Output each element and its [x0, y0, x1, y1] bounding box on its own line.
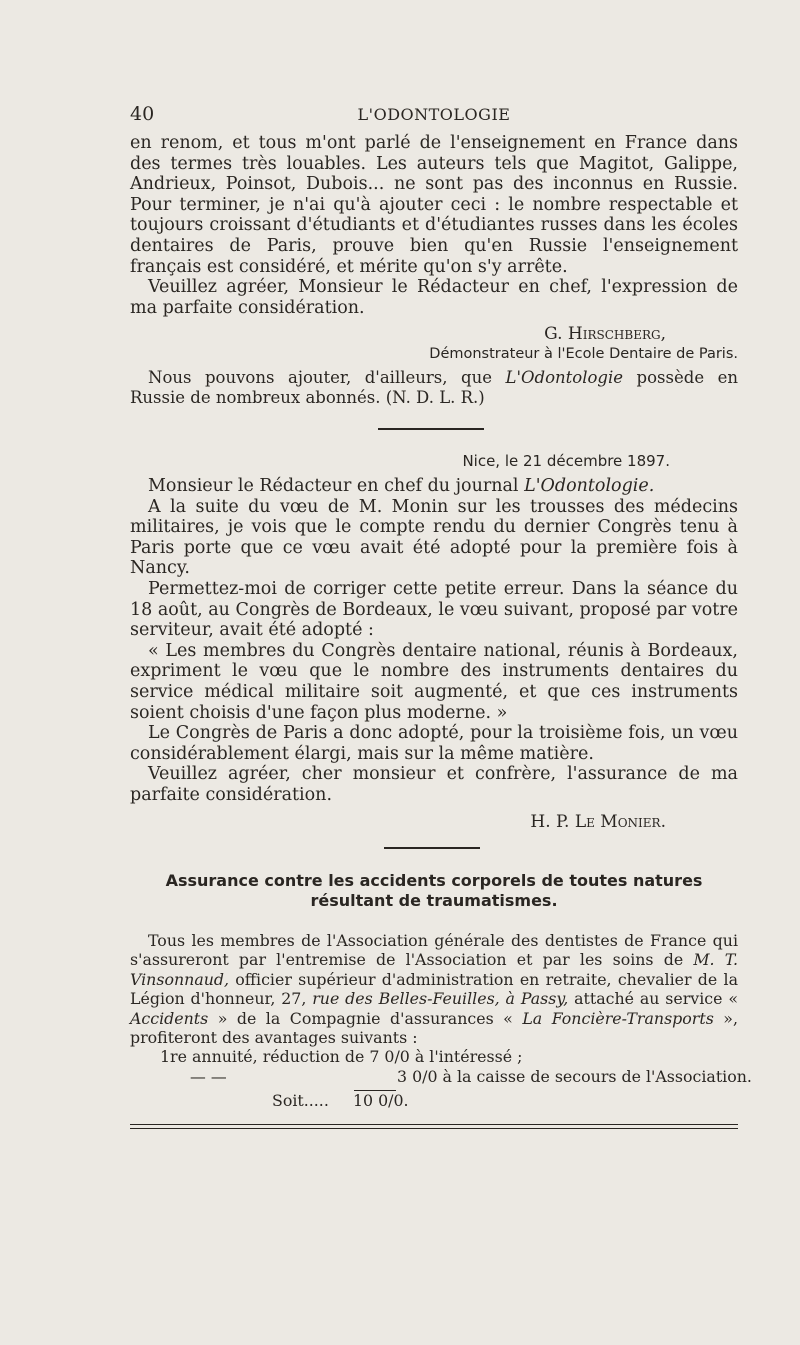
letter2-quote: « Les membres du Congrès dentaire national, réunis à Bordeaux, expriment le vœu que le nombre des instruments dentaires du service médical militaire soit augmenté, et que ces instruments soient choisis d'une façon plus moderne. » — [130, 640, 738, 723]
notice-title: Assurance contre les accidents corporels de toutes natures résultant de traumatismes. — [165, 871, 703, 910]
notice-body: Tous les membres de l'Association générale des dentistes de France qui s'assureront par l'entremise de l'Association et par les soins de M. T. Vinsonnaud, officier supérieur d'administration en retraite, chevalier de la Légion d'honneur, 27, rue des Belles-Feuilles, à Passy, attaché au service « Accidents » de la Compagnie d'assurances « La Foncière-Transports », profiteront des avantages suivants : — [130, 931, 738, 1048]
letter2-date: Nice, le 21 décembre 1897. — [462, 452, 670, 470]
letter1-paragraph-1: en renom, et tous m'ont parlé de l'enseignement en France dans des termes très louables. Les auteurs tels que Magitot, Galippe, Andrieux, Poinsot, Dubois... ne sont pas des inconnus en Russie. Pour terminer, je n'ai qu'à ajouter ceci : le nombre respectable et toujours croissant d'étudiants et d'étudiantes russes dans les écoles dentaires de Paris, prouve bien qu'en Russie l'enseignement français est considéré, et mérite qu'on s'y arrête. — [130, 133, 738, 277]
total-rule — [354, 1090, 396, 1091]
footer-rule-bottom — [130, 1128, 738, 1129]
letter2-salutation: Monsieur le Rédacteur en chef du journal L'Odontologie. — [148, 476, 655, 496]
letter-le-monier — [130, 452, 738, 832]
letter2-paragraph-4: Le Congrès de Paris a donc adopté, pour la troisième fois, un vœu considérablement élargi, mais sur la même matière. — [130, 723, 738, 764]
page-header — [130, 103, 738, 127]
letter2-paragraph-2: Permettez-moi de corriger cette petite erreur. Dans la séance du 18 août, au Congrès de Bordeaux, le vœu suivant, proposé par votre serviteur, avait été adopté : — [130, 578, 738, 641]
letter1-closing: Veuillez agréer, Monsieur le Rédacteur en chef, l'expression de ma parfaite considération. — [130, 277, 738, 318]
letter1-signature: G. Hirschberg, — [544, 324, 666, 345]
letter2-closing: Veuillez agréer, cher monsieur et confrère, l'assurance de ma parfaite considération. — [130, 764, 738, 805]
footer-rule-top — [130, 1124, 738, 1125]
section-divider-2 — [384, 847, 480, 849]
editor-note: Nous pouvons ajouter, d'ailleurs, que L'Odontologie possède en Russie de nombreux abonnés. (N. D. L. R.) — [130, 368, 738, 407]
running-head: L'ODONTOLOGIE — [357, 105, 511, 124]
letter2-paragraph-1: A la suite du vœu de M. Monin sur les trousses des médecins militaires, je vois que le compte rendu du dernier Congrès tenu à Paris porte que ce vœu avait été adopté pour la première fois à Nancy. — [130, 496, 738, 579]
letter1-signature-title: Démonstrateur à l'Ecole Dentaire de Paris. — [429, 346, 738, 363]
letter-hirschberg — [130, 133, 738, 407]
page-number: 40 — [130, 103, 155, 125]
notice-total: Soit..... 10 0/0. — [272, 1090, 409, 1110]
insurance-notice — [130, 871, 752, 1110]
notice-line-2: — — 3 0/0 à la caisse de secours de l'Association. — [190, 1067, 752, 1087]
notice-line-1: 1re annuité, réduction de 7 0/0 à l'intéressé ; — [160, 1047, 523, 1067]
section-divider — [378, 428, 484, 430]
letter2-signature: H. P. Le Monier. — [530, 811, 666, 832]
